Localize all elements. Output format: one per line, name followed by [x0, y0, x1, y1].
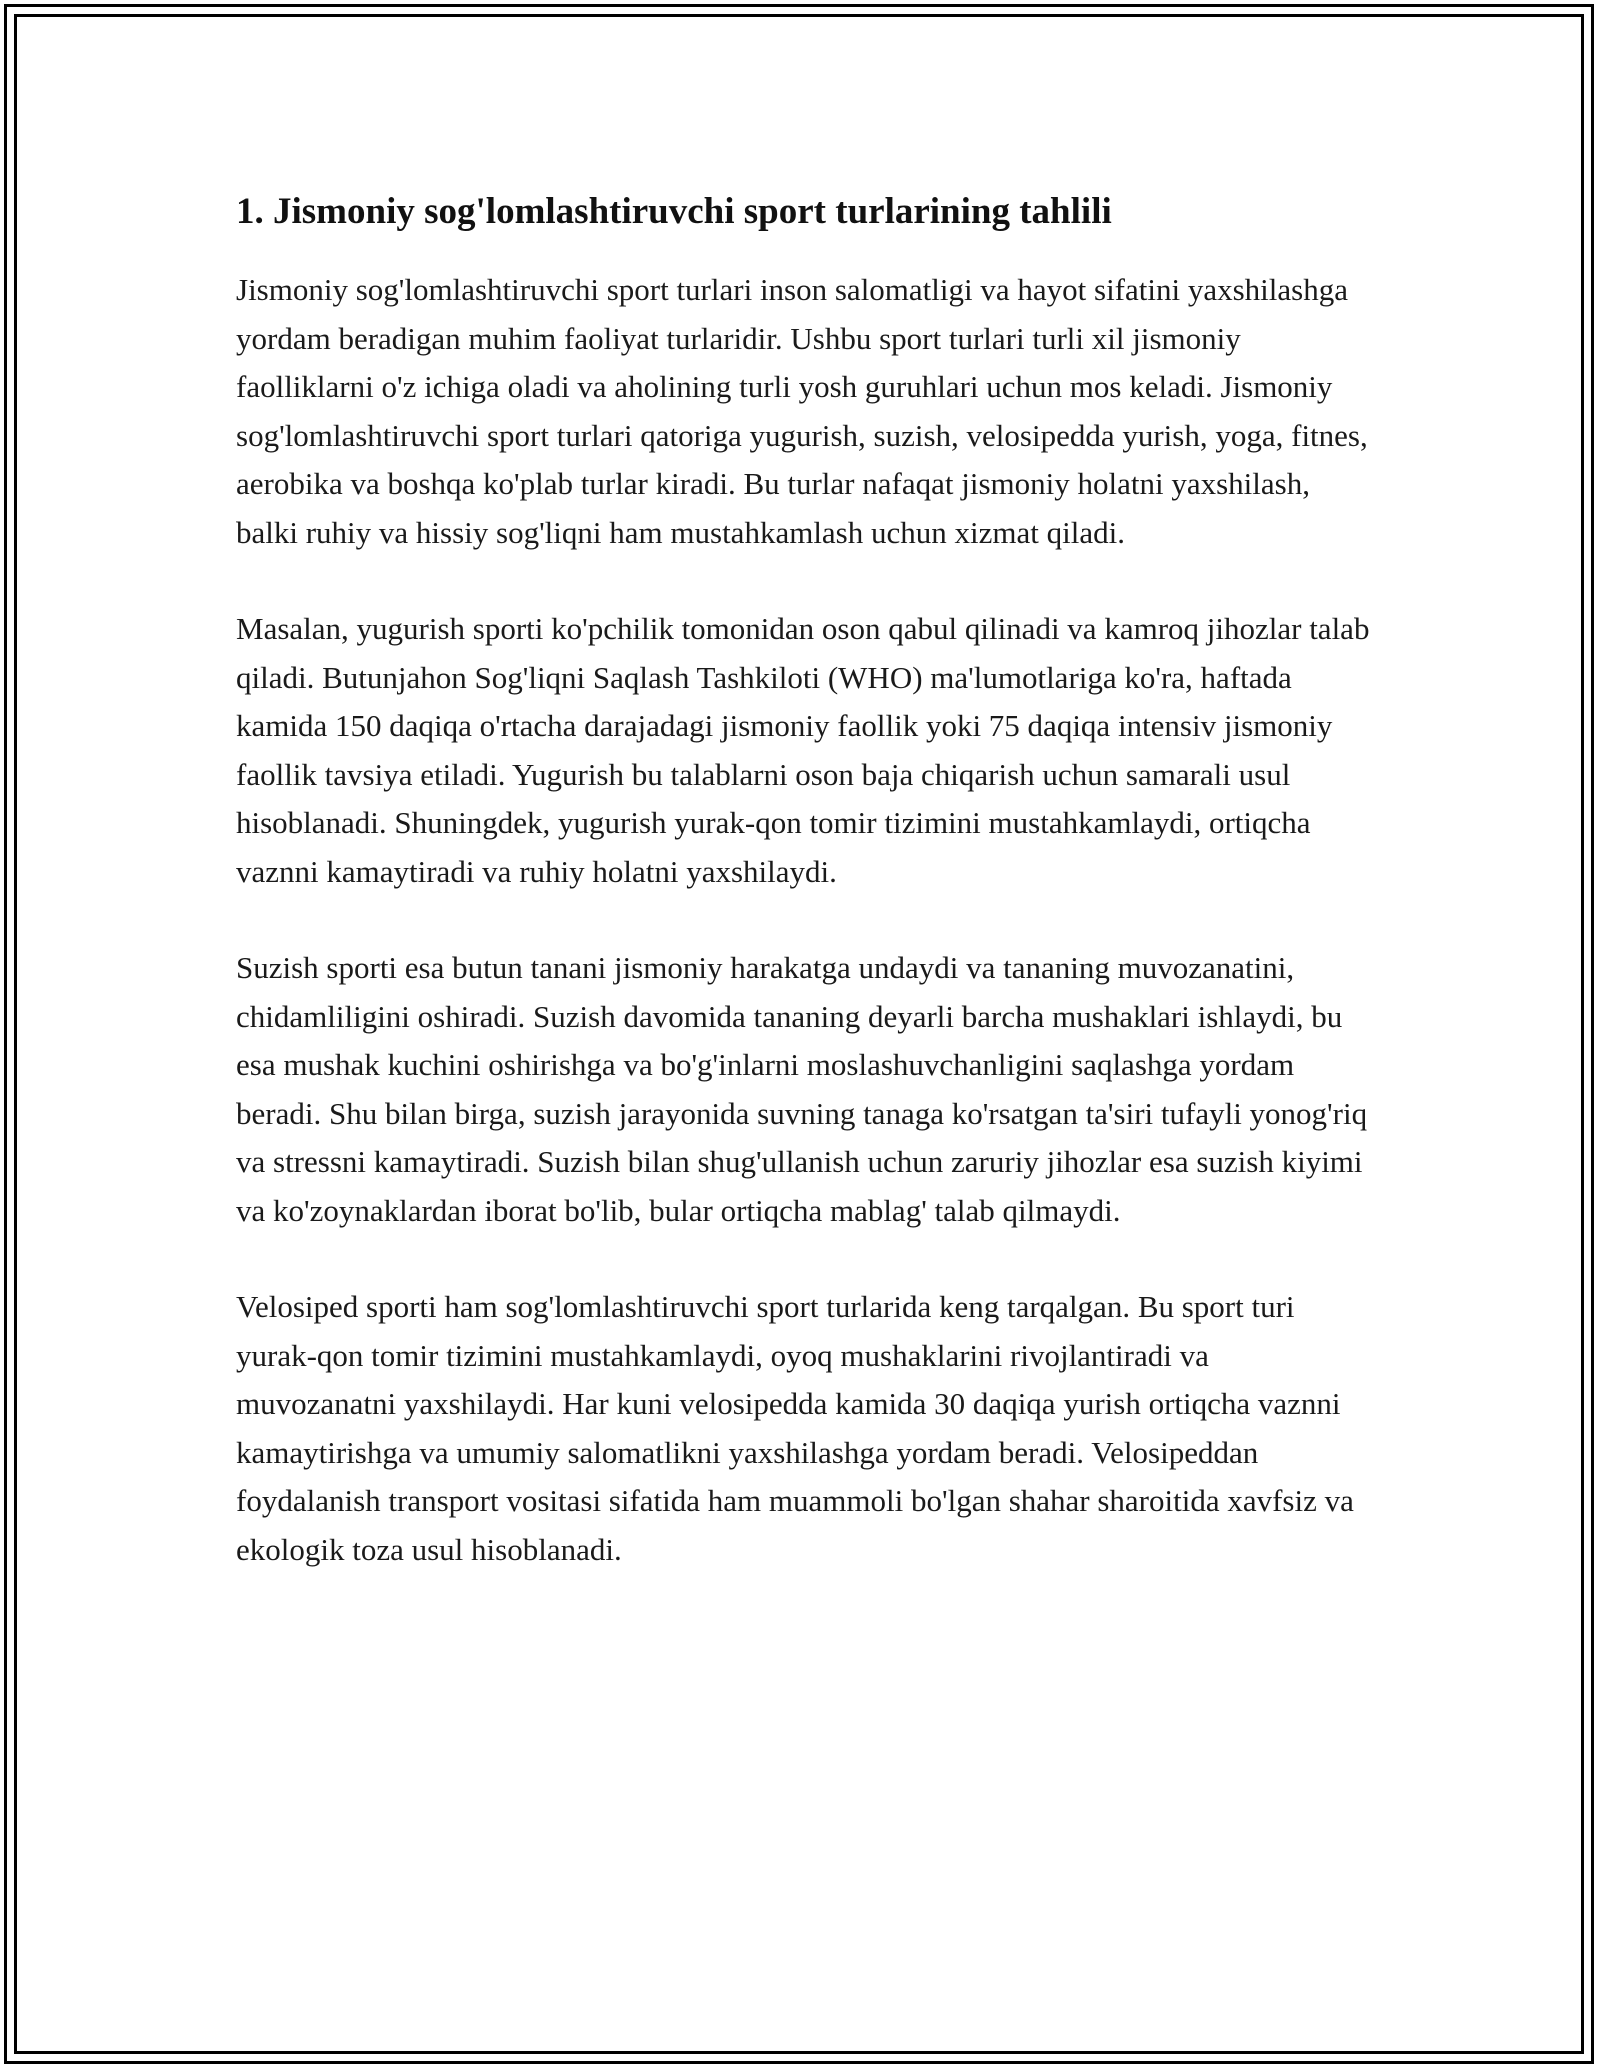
section-heading: 1. Jismoniy sog'lomlashtiruvchi sport turlarining tahlili	[236, 191, 1112, 232]
paragraph-cycling: Velosiped sporti ham sog'lomlashtiruvchi sport turlarida keng tarqalgan. Bu sport turi yurak-qon tomir tizimini mustahkamlaydi, oyoq mushaklarini rivojlantiradi va muvozanatni yaxshilaydi. Har kuni velosipedda kamida 30 daqiqa yurish ortiqcha vaznni kamaytirishga va umumiy salomatlikni yaxshilashga yordam beradi. Velosipeddan foydalanish transport vositasi sifatida ham muammoli bo'lgan shahar sharoitida xavfsiz va ekologik toza usul hisoblanadi.	[236, 1289, 1354, 1567]
paragraph-running: Masalan, yugurish sporti ko'pchilik tomonidan oson qabul qilinadi va kamroq jihozlar talab qiladi. Butunjahon Sog'liqni Saqlash Tashkiloti (WHO) ma'lumotlariga ko'ra, haftada kamida 150 daqiqa o'rtacha darajadagi jismoniy faollik yoki 75 daqiqa intensiv jismoniy faollik tavsiya etiladi. Yugurish bu talablarni oson baja chiqarish uchun samarali usul hisoblanadi. Shuningdek, yugurish yurak-qon tomir tizimini mustahkamlaydi, ortiqcha vaznni kamaytiradi va ruhiy holatni yaxshilaydi.	[236, 611, 1370, 889]
document-body	[236, 186, 1371, 1622]
paragraph-intro: Jismoniy sog'lomlashtiruvchi sport turlari inson salomatligi va hayot sifatini yaxshilashga yordam beradigan muhim faoliyat turlaridir. Ushbu sport turlari turli xil jismoniy faolliklarni o'z ichiga oladi va aholining turli yosh guruhlari uchun mos keladi. Jismoniy sog'lomlashtiruvchi sport turlari qatoriga yugurish, suzish, velosipedda yurish, yoga, fitnes, aerobika va boshqa ko'plab turlar kiradi. Bu turlar nafaqat jismoniy holatni yaxshilash, balki ruhiy va hissiy sog'liqni ham mustahkamlash uchun xizmat qiladi.	[236, 272, 1368, 550]
paragraph-swimming: Suzish sporti esa butun tanani jismoniy harakatga undaydi va tananing muvozanatini, chidamliligini oshiradi. Suzish davomida tananing deyarli barcha mushaklari ishlaydi, bu esa mushak kuchini oshirishga va bo'g'inlarni moslashuvchanligini saqlashga yordam beradi. Shu bilan birga, suzish jarayonida suvning tanaga ko'rsatgan ta'siri tufayli yonog'riq va stressni kamaytiradi. Suzish bilan shug'ullanish uchun zaruriy jihozlar esa suzish kiyimi va ko'zoynaklardan iborat bo'lib, bular ortiqcha mablag' talab qilmaydi.	[236, 950, 1368, 1228]
